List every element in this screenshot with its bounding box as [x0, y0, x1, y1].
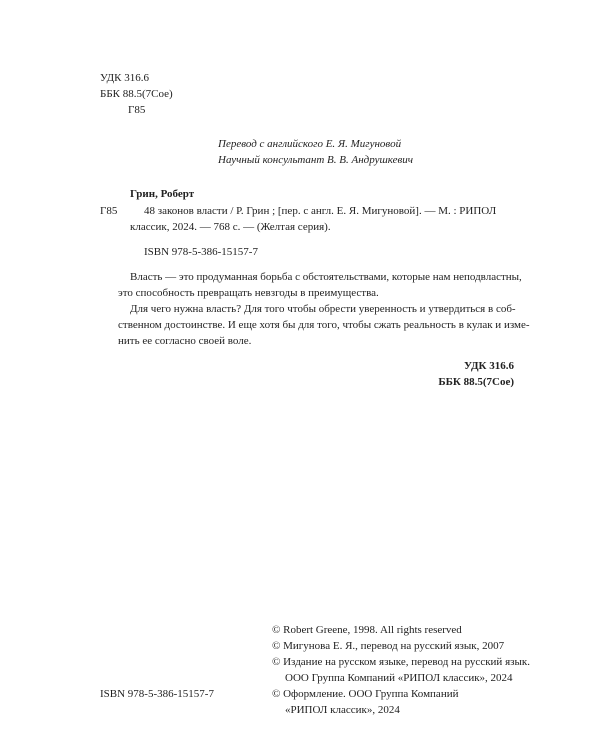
copyright-translation: © Мигунова Е. Я., перевод на русский язык, 2007 [272, 640, 505, 652]
bbk-right: ББК 88.5(7Сое) [438, 376, 514, 388]
annotation-p2-line3: нить ее согласно своей воле. [118, 335, 252, 347]
entry-code: Г85 [100, 205, 118, 217]
annotation-p1-line1: Власть — это продуманная борьба с обстоятельствами, которые нам неподвластны, [130, 271, 522, 283]
entry-isbn: ISBN 978-5-386-15157-7 [144, 246, 258, 258]
udk-right: УДК 316.6 [463, 360, 514, 372]
copyright-design-line1: © Оформление. ООО Группа Компаний [272, 688, 459, 700]
copyright-edition-line1: © Издание на русском языке, перевод на русский язык. [272, 656, 530, 668]
entry-line-2: классик, 2024. — 768 с. — (Желтая серия). [130, 221, 331, 233]
entry-line-1: 48 законов власти / Р. Грин ; [пер. с англ. Е. Я. Мигуновой]. — М. : РИПОЛ [144, 205, 497, 217]
author-heading: Грин, Роберт [130, 188, 195, 200]
copyright-author: © Robert Greene, 1998. All rights reserved [272, 624, 462, 636]
annotation-p1-line2: это способность превращать невзгоды в преимущества. [118, 287, 379, 299]
copyright-design-line2: «РИПОЛ классик», 2024 [285, 704, 400, 716]
code-top: Г85 [128, 104, 146, 116]
annotation-p2-line1: Для чего нужна власть? Для того чтобы обрести уверенность и утвердиться в соб- [130, 303, 516, 315]
bottom-isbn: ISBN 978-5-386-15157-7 [100, 688, 214, 700]
consultant-credit: Научный консультант В. В. Андрушкевич [218, 154, 414, 166]
udk-top: УДК 316.6 [100, 72, 150, 84]
copyright-edition-line2: ООО Группа Компаний «РИПОЛ классик», 2024 [285, 672, 513, 684]
annotation-p2-line2: ственном достоинстве. И еще хотя бы для того, чтобы сжать реальность в кулак и изме- [118, 319, 530, 331]
bbk-top: ББК 88.5(7Сое) [100, 88, 173, 100]
translation-credit: Перевод с английского Е. Я. Мигуновой [218, 138, 402, 150]
